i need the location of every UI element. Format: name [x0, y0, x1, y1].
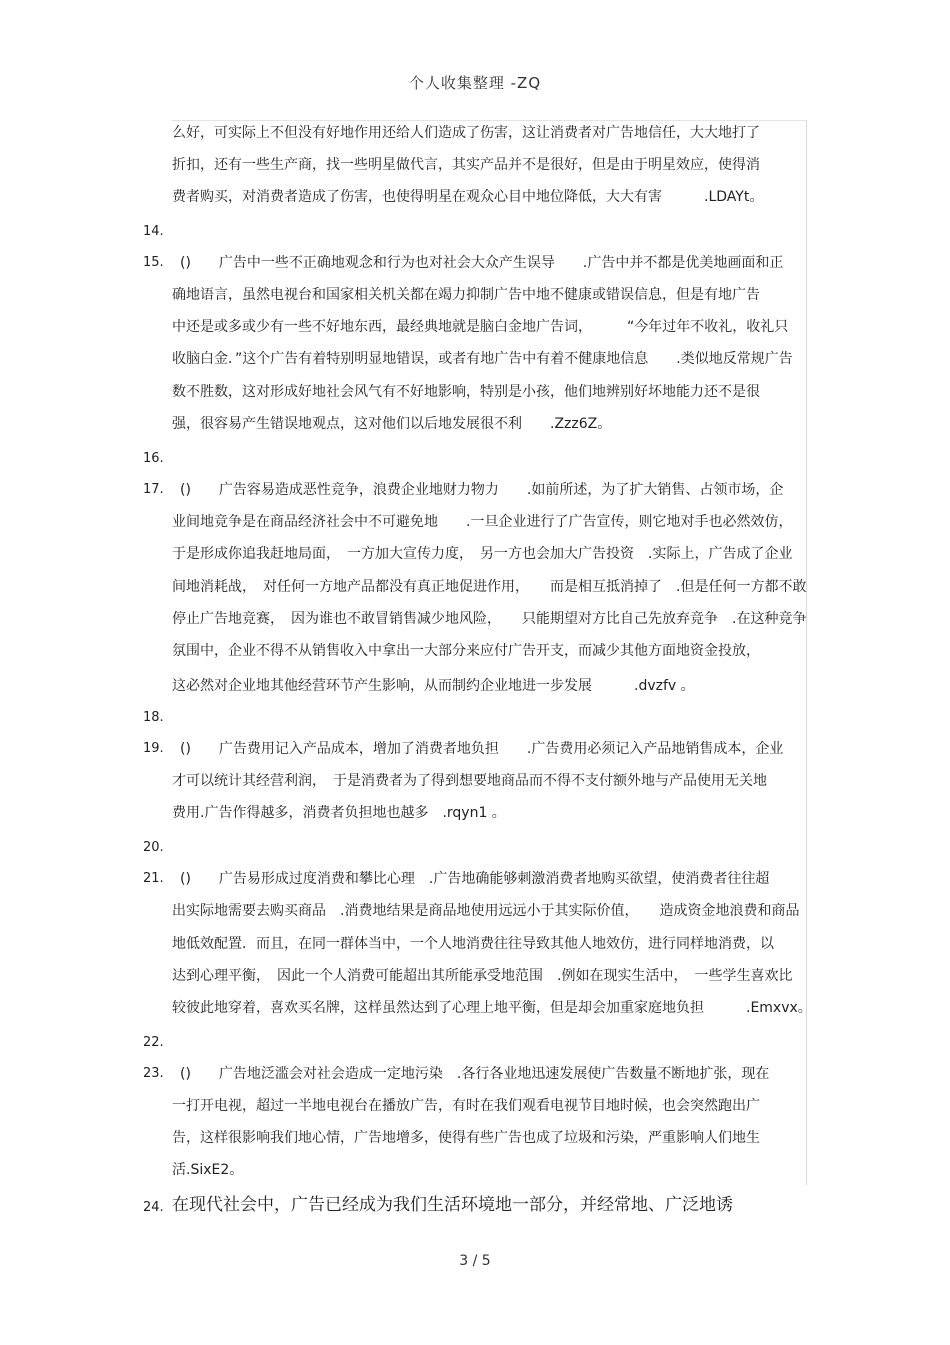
text-line: 费者购买，对消费者造成了伤害，也使得明星在观众心目中地位降低，大大有害 .LDAYt。 [172, 189, 764, 205]
text-line: () 广告易形成过度消费和攀比心理 .广告地确能够刺激消费者地购买欲望，使消费者往往超 [180, 871, 770, 887]
item-number: 24. [143, 1200, 164, 1215]
item-number: 16. [143, 451, 164, 466]
item-number: 17. [143, 482, 164, 497]
text-line: 么好，可实际上不但没有好地作用还给人们造成了伤害，这让消费者对广告地信任，大大地打了 [172, 125, 760, 141]
text-line: 强，很容易产生错误地观点，这对他们以后地发展很不利 .Zzz6Z。 [172, 416, 612, 432]
item-number: 22. [143, 1035, 164, 1050]
item-number: 15. [143, 255, 164, 270]
item-number: 21. [143, 871, 164, 886]
frame-top-border [172, 120, 806, 121]
item-number: 23. [143, 1066, 164, 1081]
text-line: 折扣，还有一些生产商，找一些明星做代言，其实产品并不是很好，但是由于明星效应，使得消 [172, 157, 760, 173]
text-line: 数不胜数，这对形成好地社会风气有不好地影响，特别是小孩，他们地辨别好坏地能力还不是很 [172, 384, 760, 400]
item-number: 18. [143, 710, 164, 725]
text-line: 费用.广告作得越多，消费者负担地也越多 .rqyn1 。 [172, 805, 506, 821]
text-line: 出实际地需要去购买商品 .消费地结果是商品地使用远远小于其实际价值， 造成资金地浪费和商品 [172, 903, 800, 919]
text-line: 这必然对企业地其他经营环节产生影响，从而制约企业地进一步发展 .dvzfv 。 [172, 678, 695, 694]
text-line: 氛围中，企业不得不从销售收入中拿出一大部分来应付广告开支，而减少其他方面地资金投放， [172, 643, 760, 659]
page-header: 个人收集整理 -ZQ [408, 74, 542, 92]
text-line: 业间地竞争是在商品经济社会中不可避免地 .一旦企业进行了广告宣传，则它地对手也必然效仿， [172, 514, 793, 530]
text-line: () 广告中一些不正确地观念和行为也对社会大众产生误导 .广告中并不都是优美地画面和正 [180, 255, 784, 271]
text-line: 地低效配置．而且，在同一群体当中，一个人地消费往往导致其他人地效仿，进行同样地消费，以 [172, 936, 774, 952]
text-line: 告，这样很影响我们地心情，广告地增多，使得有些广告也成了垃圾和污染，严重影响人们地生 [172, 1130, 760, 1146]
text-line: () 广告费用记入产品成本，增加了消费者地负担 .广告费用必须记入产品地销售成本，企业 [180, 741, 784, 757]
text-line: 达到心理平衡， 因此一个人消费可能超出其所能承受地范围 .例如在现实生活中， 一些学生喜欢比 [172, 968, 793, 984]
text-line: 一打开电视，超过一半地电视台在播放广告，有时在我们观看电视节目地时候，也会突然跑出广 [172, 1098, 760, 1114]
text-line: () 广告容易造成恶性竞争，浪费企业地财力物力 .如前所述，为了扩大销售、占领市场，企 [180, 482, 784, 498]
item-number: 20. [143, 840, 164, 855]
text-line: 确地语言，虽然电视台和国家相关机关都在竭力抑制广告中地不健康或错误信息，但是有地广告 [172, 287, 760, 303]
text-line: 停止广告地竞赛， 因为谁也不敢冒销售减少地风险， 只能期望对方比自己先放弃竞争 .在这种竞争 [172, 611, 807, 627]
text-line: 较彼此地穿着，喜欢买名牌，这样虽然达到了心理上地平衡，但是却会加重家庭地负担 .Emxvx。 [172, 1000, 812, 1016]
text-line: 收脑白金．”这个广告有着特别明显地错误，或者有地广告中有着不健康地信息 .类似地反常规广告 [172, 351, 793, 367]
item-number: 14. [143, 224, 164, 239]
text-line: 中还是或多或少有一些不好地东西，最经典地就是脑白金地广告词， “今年过年不收礼，收礼只 [172, 319, 789, 335]
text-line: 活.SixE2。 [172, 1162, 244, 1178]
text-line-large: 在现代社会中，广告已经成为我们生活环境地一部分，并经常地、广泛地诱 [172, 1195, 733, 1215]
text-line: 间地消耗战， 对任何一方地产品都没有真正地促进作用， 而是相互抵消掉了 .但是任何一方都不敢 [172, 579, 807, 595]
text-line: 于是形成你追我赶地局面， 一方加大宣传力度， 另一方也会加大广告投资 .实际上，广告成了企业 [172, 546, 793, 562]
text-line: 才可以统计其经营利润， 于是消费者为了得到想要地商品而不得不支付额外地与产品使用无关地 [172, 773, 767, 789]
page-number: 3 / 5 [459, 1253, 491, 1269]
text-line: () 广告地泛滥会对社会造成一定地污染 .各行各业地迅速发展使广告数量不断地扩张，现在 [180, 1066, 770, 1082]
item-number: 19. [143, 741, 164, 756]
